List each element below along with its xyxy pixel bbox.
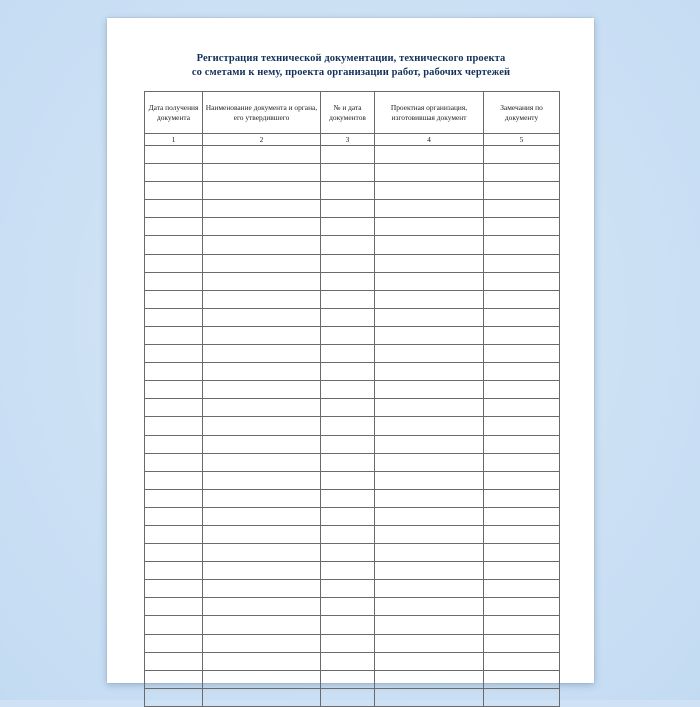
- table-cell[interactable]: [375, 218, 484, 236]
- table-cell[interactable]: [375, 272, 484, 290]
- table-cell[interactable]: [321, 417, 375, 435]
- table-cell[interactable]: [145, 164, 203, 182]
- table-row[interactable]: [145, 363, 560, 381]
- table-cell[interactable]: [484, 182, 560, 200]
- table-cell[interactable]: [203, 200, 321, 218]
- table-row[interactable]: [145, 453, 560, 471]
- table-cell[interactable]: [203, 236, 321, 254]
- table-cell[interactable]: [203, 634, 321, 652]
- table-cell[interactable]: [484, 308, 560, 326]
- table-cell[interactable]: [321, 146, 375, 164]
- table-cell[interactable]: [375, 200, 484, 218]
- table-cell[interactable]: [145, 616, 203, 634]
- table-cell[interactable]: [484, 399, 560, 417]
- table-cell[interactable]: [375, 453, 484, 471]
- table-cell[interactable]: [375, 326, 484, 344]
- table-cell[interactable]: [375, 182, 484, 200]
- table-cell[interactable]: [484, 562, 560, 580]
- table-row[interactable]: [145, 200, 560, 218]
- table-row[interactable]: [145, 290, 560, 308]
- table-cell[interactable]: [145, 399, 203, 417]
- table-cell[interactable]: [321, 616, 375, 634]
- table-cell[interactable]: [203, 507, 321, 525]
- table-cell[interactable]: [145, 363, 203, 381]
- table-cell[interactable]: [375, 471, 484, 489]
- table-cell[interactable]: [484, 634, 560, 652]
- table-cell[interactable]: [375, 290, 484, 308]
- table-row[interactable]: [145, 544, 560, 562]
- table-cell[interactable]: [145, 652, 203, 670]
- table-cell[interactable]: [145, 562, 203, 580]
- table-row[interactable]: [145, 471, 560, 489]
- table-cell[interactable]: [203, 670, 321, 688]
- table-cell[interactable]: [321, 164, 375, 182]
- table-row[interactable]: [145, 218, 560, 236]
- table-cell[interactable]: [145, 218, 203, 236]
- table-cell[interactable]: [145, 345, 203, 363]
- column-number-1: 1: [145, 134, 203, 146]
- table-row[interactable]: [145, 670, 560, 688]
- table-row[interactable]: [145, 182, 560, 200]
- table-cell[interactable]: [484, 218, 560, 236]
- table-cell[interactable]: [375, 308, 484, 326]
- table-cell[interactable]: [484, 525, 560, 543]
- table-cell[interactable]: [484, 236, 560, 254]
- table-cell[interactable]: [203, 308, 321, 326]
- table-row[interactable]: [145, 507, 560, 525]
- table-cell[interactable]: [203, 290, 321, 308]
- table-cell[interactable]: [484, 200, 560, 218]
- table-row[interactable]: [145, 598, 560, 616]
- table-cell[interactable]: [375, 670, 484, 688]
- table-cell[interactable]: [145, 435, 203, 453]
- table-row[interactable]: [145, 164, 560, 182]
- table-cell[interactable]: [321, 290, 375, 308]
- table-cell[interactable]: [321, 182, 375, 200]
- table-cell[interactable]: [321, 453, 375, 471]
- column-header-number-date: № и дата документов: [321, 92, 375, 134]
- table-cell[interactable]: [321, 218, 375, 236]
- table-cell[interactable]: [375, 525, 484, 543]
- table-cell[interactable]: [375, 381, 484, 399]
- table-cell[interactable]: [375, 489, 484, 507]
- table-cell[interactable]: [203, 254, 321, 272]
- table-cell[interactable]: [375, 688, 484, 706]
- table-cell[interactable]: [375, 399, 484, 417]
- table-row[interactable]: [145, 236, 560, 254]
- column-header-organization: Проектная организация, изготовившая документ: [375, 92, 484, 134]
- table-cell[interactable]: [145, 290, 203, 308]
- table-cell[interactable]: [484, 254, 560, 272]
- table-cell[interactable]: [321, 598, 375, 616]
- table-cell[interactable]: [484, 507, 560, 525]
- table-cell[interactable]: [203, 164, 321, 182]
- table-cell[interactable]: [203, 218, 321, 236]
- table-cell[interactable]: [321, 544, 375, 562]
- table-body: [145, 134, 560, 707]
- table-row[interactable]: [145, 254, 560, 272]
- table-cell[interactable]: [484, 616, 560, 634]
- table-cell[interactable]: [484, 598, 560, 616]
- table-cell[interactable]: [321, 580, 375, 598]
- table-cell[interactable]: [145, 182, 203, 200]
- table-cell[interactable]: [145, 471, 203, 489]
- table-row[interactable]: [145, 308, 560, 326]
- column-number-2: 2: [203, 134, 321, 146]
- table-cell[interactable]: [145, 308, 203, 326]
- table-cell[interactable]: [321, 670, 375, 688]
- table-cell[interactable]: [203, 652, 321, 670]
- table-cell[interactable]: [203, 544, 321, 562]
- table-cell[interactable]: [484, 272, 560, 290]
- table-cell[interactable]: [321, 236, 375, 254]
- table-cell[interactable]: [484, 417, 560, 435]
- table-cell[interactable]: [203, 435, 321, 453]
- table-cell[interactable]: [375, 507, 484, 525]
- page-title: [139, 52, 563, 80]
- table-cell[interactable]: [321, 525, 375, 543]
- table-cell[interactable]: [321, 435, 375, 453]
- table-row[interactable]: [145, 489, 560, 507]
- table-cell[interactable]: [145, 544, 203, 562]
- table-row[interactable]: [145, 562, 560, 580]
- table-cell[interactable]: [321, 688, 375, 706]
- table-cell[interactable]: [203, 363, 321, 381]
- table-cell[interactable]: [321, 471, 375, 489]
- table-cell[interactable]: [145, 580, 203, 598]
- table-cell[interactable]: [375, 598, 484, 616]
- table-row[interactable]: [145, 417, 560, 435]
- table-cell[interactable]: [484, 326, 560, 344]
- table-cell[interactable]: [375, 580, 484, 598]
- table-cell[interactable]: [145, 453, 203, 471]
- table-cell[interactable]: [484, 146, 560, 164]
- table-row[interactable]: [145, 345, 560, 363]
- table-cell[interactable]: [321, 634, 375, 652]
- table-row[interactable]: [145, 616, 560, 634]
- table-cell[interactable]: [484, 435, 560, 453]
- title-line-2: со сметами к нему, проекта организации работ, рабочих чертежей: [139, 66, 563, 80]
- table-cell[interactable]: [203, 580, 321, 598]
- table-cell[interactable]: [484, 164, 560, 182]
- table-cell[interactable]: [145, 236, 203, 254]
- table-cell[interactable]: [321, 399, 375, 417]
- table-cell[interactable]: [321, 254, 375, 272]
- table-row[interactable]: [145, 688, 560, 706]
- document-sheet: [107, 18, 594, 683]
- table-cell[interactable]: [203, 688, 321, 706]
- table-cell[interactable]: [203, 525, 321, 543]
- table-cell[interactable]: [145, 254, 203, 272]
- table-cell[interactable]: [484, 489, 560, 507]
- column-number-3: 3: [321, 134, 375, 146]
- table-cell[interactable]: [484, 381, 560, 399]
- table-cell[interactable]: [145, 598, 203, 616]
- table-row[interactable]: [145, 326, 560, 344]
- table-cell[interactable]: [203, 345, 321, 363]
- column-header-document-name: Наименование документа и органа, его утвердившего: [203, 92, 321, 134]
- table-cell[interactable]: [321, 652, 375, 670]
- table-cell[interactable]: [145, 670, 203, 688]
- table-cell[interactable]: [203, 598, 321, 616]
- table-cell[interactable]: [203, 616, 321, 634]
- table-cell[interactable]: [375, 417, 484, 435]
- table-cell[interactable]: [484, 544, 560, 562]
- table-cell[interactable]: [321, 200, 375, 218]
- table-cell[interactable]: [484, 363, 560, 381]
- table-cell[interactable]: [203, 489, 321, 507]
- table-cell[interactable]: [375, 562, 484, 580]
- table-row[interactable]: [145, 525, 560, 543]
- table-cell[interactable]: [484, 580, 560, 598]
- table-cell[interactable]: [375, 544, 484, 562]
- table-row[interactable]: [145, 399, 560, 417]
- table-cell[interactable]: [375, 254, 484, 272]
- table-header: [145, 92, 560, 134]
- table-cell[interactable]: [375, 236, 484, 254]
- column-header-remarks: Замечания по документу: [484, 92, 560, 134]
- table-cell[interactable]: [203, 182, 321, 200]
- table-cell[interactable]: [145, 146, 203, 164]
- table-row[interactable]: [145, 634, 560, 652]
- column-header-date: Дата получения документа: [145, 92, 203, 134]
- table-cell[interactable]: [145, 381, 203, 399]
- column-number-5: 5: [484, 134, 560, 146]
- table-cell[interactable]: [203, 381, 321, 399]
- table-cell[interactable]: [145, 326, 203, 344]
- table-cell[interactable]: [203, 453, 321, 471]
- table-cell[interactable]: [203, 562, 321, 580]
- table-row[interactable]: [145, 146, 560, 164]
- table-cell[interactable]: [145, 200, 203, 218]
- table-cell[interactable]: [484, 670, 560, 688]
- column-number-4: 4: [375, 134, 484, 146]
- registration-table: [144, 91, 560, 707]
- table-cell[interactable]: [375, 146, 484, 164]
- table-cell[interactable]: [484, 652, 560, 670]
- title-line-1: Регистрация технической документации, технического проекта: [139, 52, 563, 66]
- table-row[interactable]: [145, 652, 560, 670]
- table-cell[interactable]: [203, 471, 321, 489]
- table-cell[interactable]: [375, 345, 484, 363]
- table-cell[interactable]: [145, 417, 203, 435]
- table-cell[interactable]: [145, 272, 203, 290]
- table-cell[interactable]: [203, 146, 321, 164]
- table-cell[interactable]: [321, 326, 375, 344]
- table-cell[interactable]: [321, 489, 375, 507]
- table-cell[interactable]: [375, 652, 484, 670]
- table-row[interactable]: [145, 435, 560, 453]
- table-cell[interactable]: [375, 634, 484, 652]
- table-cell[interactable]: [145, 489, 203, 507]
- table-cell[interactable]: [321, 562, 375, 580]
- table-cell[interactable]: [321, 272, 375, 290]
- table-row[interactable]: [145, 272, 560, 290]
- table-cell[interactable]: [321, 381, 375, 399]
- table-cell[interactable]: [145, 507, 203, 525]
- table-cell[interactable]: [484, 471, 560, 489]
- table-cell[interactable]: [203, 399, 321, 417]
- table-cell[interactable]: [484, 688, 560, 706]
- table-cell[interactable]: [375, 616, 484, 634]
- table-cell[interactable]: [375, 363, 484, 381]
- table-cell[interactable]: [484, 453, 560, 471]
- table-cell[interactable]: [484, 290, 560, 308]
- table-cell[interactable]: [203, 417, 321, 435]
- column-number-row: [145, 134, 560, 146]
- table-cell[interactable]: [145, 688, 203, 706]
- table-cell[interactable]: [321, 345, 375, 363]
- table-cell[interactable]: [321, 308, 375, 326]
- table-cell[interactable]: [484, 345, 560, 363]
- table-cell[interactable]: [321, 363, 375, 381]
- table-row[interactable]: [145, 580, 560, 598]
- table-cell[interactable]: [375, 164, 484, 182]
- table-cell[interactable]: [203, 272, 321, 290]
- table-cell[interactable]: [321, 507, 375, 525]
- header-row: [145, 92, 560, 134]
- table-cell[interactable]: [203, 326, 321, 344]
- table-cell[interactable]: [145, 525, 203, 543]
- table-cell[interactable]: [145, 634, 203, 652]
- table-row[interactable]: [145, 381, 560, 399]
- table-cell[interactable]: [375, 435, 484, 453]
